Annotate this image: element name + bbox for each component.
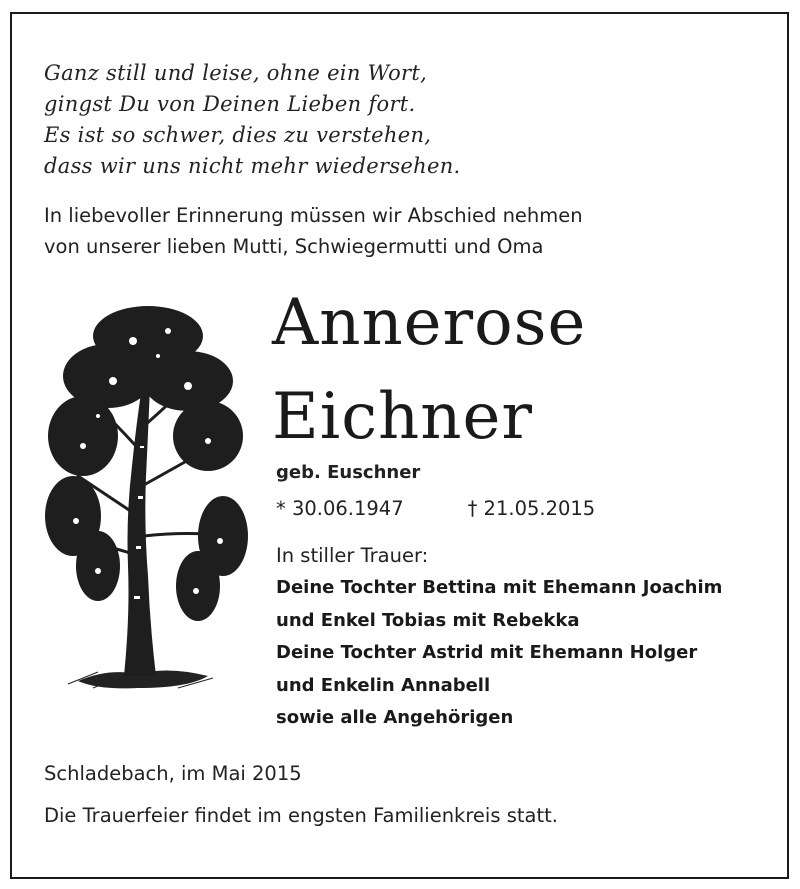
mourner-line: Deine Tochter Astrid mit Ehemann Holger: [276, 642, 698, 663]
death-date: † 21.05.2015: [467, 497, 596, 520]
intro-line: In liebevoller Erinnerung müssen wir Abschied nehmen: [44, 204, 583, 227]
birth-date: * 30.06.1947: [276, 497, 404, 520]
mourners-block: [276, 540, 722, 735]
birth-name: geb. Euschner: [276, 462, 421, 483]
mourner-line: Deine Tochter Bettina mit Ehemann Joachim: [276, 577, 723, 598]
service-note: Die Trauerfeier findet im engsten Familienkreis statt.: [44, 804, 558, 827]
life-dates: [276, 497, 595, 520]
last-name: Eichner: [272, 380, 533, 454]
poem-line: gingst Du von Deinen Lieben fort.: [44, 92, 416, 116]
mourner-line: sowie alle Angehörigen: [276, 707, 514, 728]
poem-line: Es ist so schwer, dies zu verstehen,: [44, 123, 432, 147]
mourners-heading: In stiller Trauer:: [276, 544, 429, 567]
intro-line: von unserer lieben Mutti, Schwiegermutti und Oma: [44, 235, 544, 258]
poem: [44, 58, 461, 182]
first-name: Annerose: [272, 286, 587, 360]
birch-tree-icon: [38, 296, 250, 696]
mourner-line: und Enkel Tobias mit Rebekka: [276, 609, 580, 631]
poem-line: dass wir uns nicht mehr wiedersehen.: [44, 154, 461, 178]
place-date: Schladebach, im Mai 2015: [44, 762, 302, 785]
intro-text: [44, 200, 583, 262]
poem-line: Ganz still und leise, ohne ein Wort,: [44, 61, 428, 85]
mourner-line: und Enkelin Annabell: [276, 674, 491, 696]
